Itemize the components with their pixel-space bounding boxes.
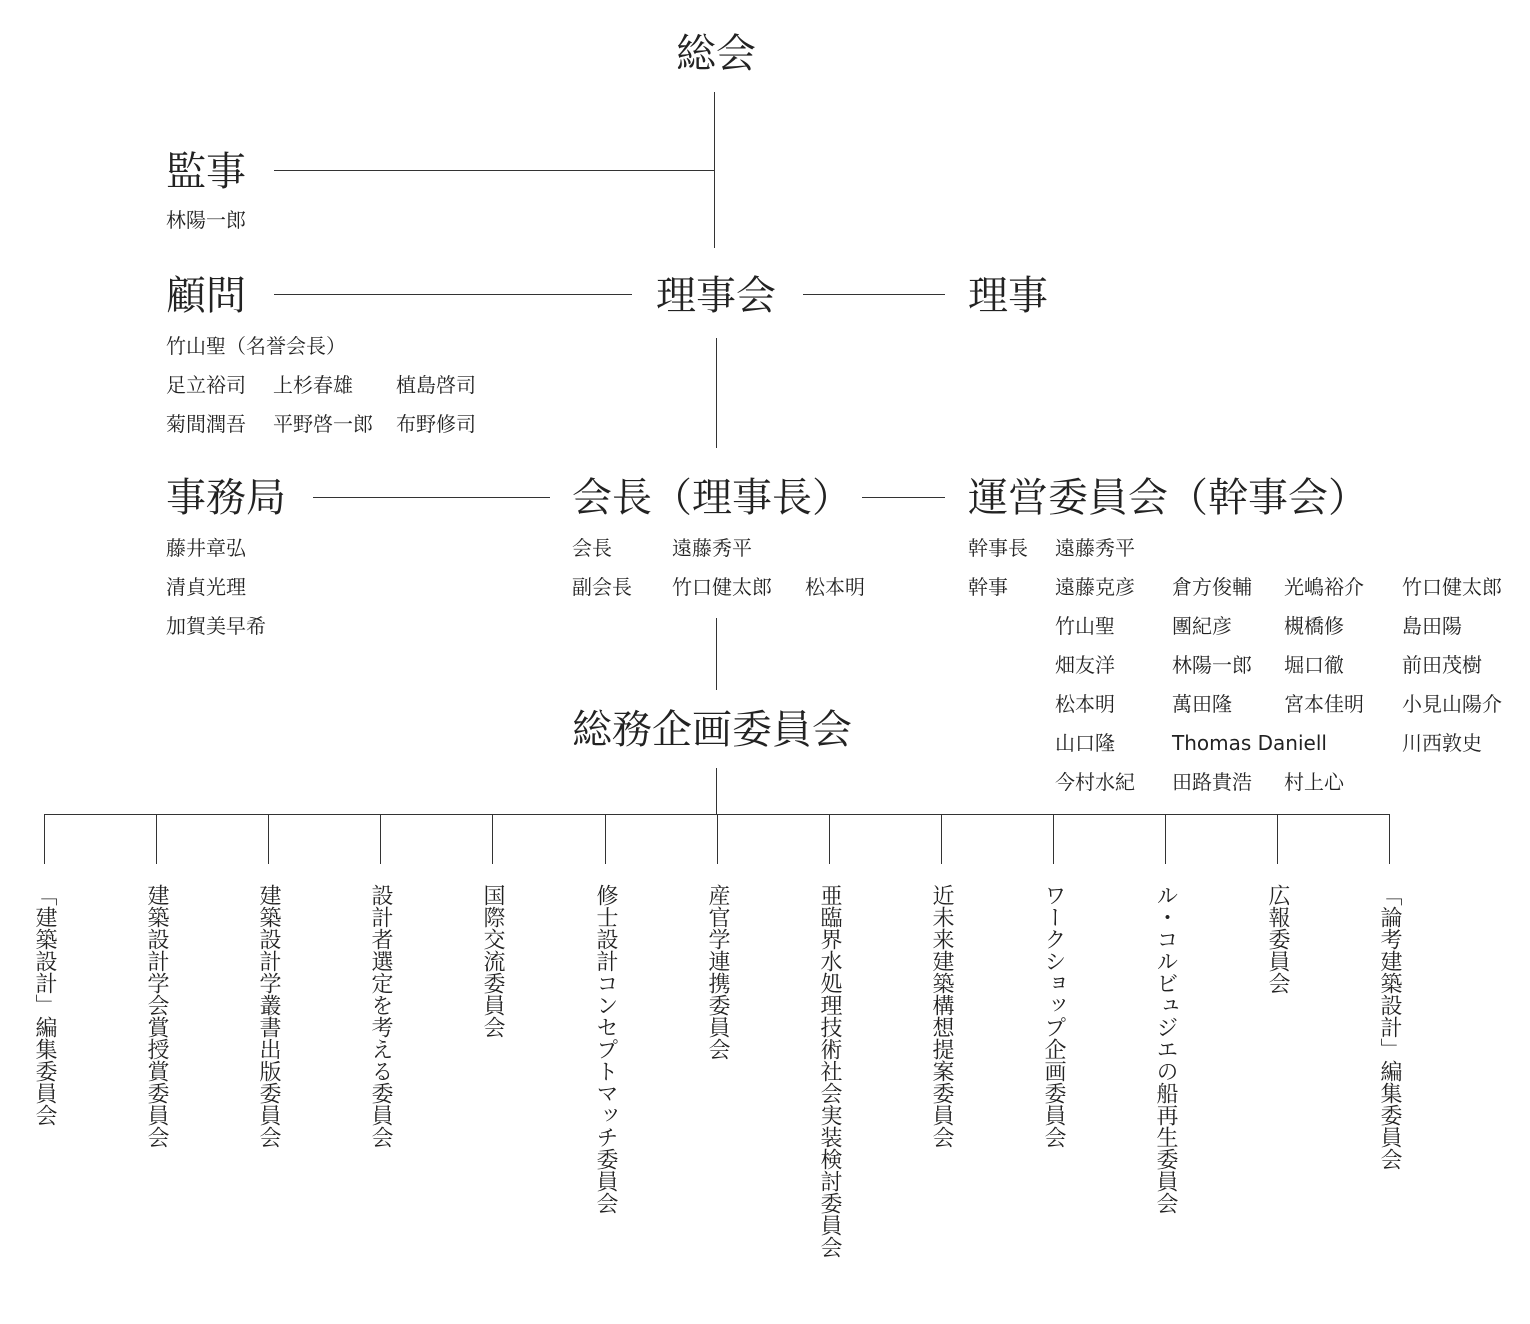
general-meeting-title: 総会: [676, 31, 756, 77]
advisor-title: 顧問: [166, 273, 246, 319]
committee-name: 修士設計コンセプトマッチ委員会: [593, 884, 618, 1214]
advisor-member: 足立裕司: [166, 373, 246, 397]
vice-president-role: 副会長: [572, 575, 632, 599]
steering-member: 林陽一郎: [1172, 653, 1252, 677]
steering-member: 小見山陽介: [1402, 692, 1502, 716]
committee-connector: [1389, 814, 1390, 864]
steering-member: 田路貴浩: [1172, 770, 1252, 794]
advisor-member: 菊間潤吾: [166, 412, 246, 436]
committee-name: ワークショップ企画委員会: [1041, 884, 1066, 1148]
committee-name: 設計者選定を考える委員会: [368, 884, 393, 1148]
advisor-member: 平野啓一郎: [273, 412, 373, 436]
advisor-honorary: 竹山聖（名誉会長）: [166, 334, 346, 358]
steering-member: 竹山聖: [1055, 614, 1115, 638]
committee-connector: [605, 814, 606, 864]
committee-connector: [829, 814, 830, 864]
committee-name: ル・コルビュジエの船再生委員会: [1153, 884, 1178, 1214]
line-president-to-planning: [716, 618, 717, 690]
auditor-member: 林陽一郎: [166, 208, 246, 232]
steering-member: 宮本佳明: [1284, 692, 1364, 716]
steering-member: 倉方俊輔: [1172, 575, 1252, 599]
advisor-member: 植島啓司: [396, 373, 476, 397]
secretariat-member: 加賀美早希: [166, 614, 266, 638]
steering-member: 今村水紀: [1055, 770, 1135, 794]
committee-connector: [941, 814, 942, 864]
advisor-member: 上杉春雄: [273, 373, 353, 397]
committee-name: 亜臨界水処理技術社会実装検討委員会: [817, 884, 842, 1258]
committee-connector: [1165, 814, 1166, 864]
committee-connector: [268, 814, 269, 864]
committee-connector: [44, 814, 45, 864]
committee-name: 建築設計学叢書出版委員会: [256, 884, 281, 1148]
steering-chief: 遠藤秀平: [1055, 536, 1135, 560]
committee-name: 「建築設計」編集委員会: [32, 884, 57, 1126]
president-title: 会長（理事長）: [572, 475, 852, 521]
advisor-member: 布野修司: [396, 412, 476, 436]
line-steering: [862, 497, 945, 498]
vice-president-name: 松本明: [805, 575, 865, 599]
steering-member: 光嶋裕介: [1284, 575, 1364, 599]
line-director: [803, 294, 945, 295]
director-title: 理事: [968, 273, 1048, 319]
steering-member: 山口隆: [1055, 731, 1115, 755]
committee-name: 国際交流委員会: [480, 884, 505, 1038]
steering-member: 島田陽: [1402, 614, 1462, 638]
president-role: 会長: [572, 536, 612, 560]
steering-member: Thomas Daniell: [1172, 731, 1327, 755]
board-title: 理事会: [656, 273, 776, 319]
steering-member: 松本明: [1055, 692, 1115, 716]
committee-name: 広報委員会: [1265, 884, 1290, 994]
steering-member: 前田茂樹: [1402, 653, 1482, 677]
steering-member: 川西敦史: [1402, 731, 1482, 755]
committee-name: 建築設計学会賞授賞委員会: [144, 884, 169, 1148]
president-name: 遠藤秀平: [672, 536, 752, 560]
secretariat-member: 清貞光理: [166, 575, 246, 599]
committee-connector: [492, 814, 493, 864]
steering-member: 萬田隆: [1172, 692, 1232, 716]
committee-name: 近未来建築構想提案委員会: [929, 884, 954, 1148]
line-auditor: [274, 170, 715, 171]
secretariat-member: 藤井章弘: [166, 536, 246, 560]
committee-connector: [156, 814, 157, 864]
steering-chief-role: 幹事長: [968, 536, 1028, 560]
planning-title: 総務企画委員会: [572, 707, 852, 753]
steering-title: 運営委員会（幹事会）: [968, 475, 1368, 521]
vice-president-name: 竹口健太郎: [672, 575, 772, 599]
committee-connector: [1053, 814, 1054, 864]
committee-name: 産官学連携委員会: [705, 884, 730, 1060]
secretariat-title: 事務局: [166, 475, 286, 521]
steering-member: 槻橋修: [1284, 614, 1344, 638]
steering-member: 堀口徹: [1284, 653, 1344, 677]
line-secretariat: [313, 497, 550, 498]
steering-member: 竹口健太郎: [1402, 575, 1502, 599]
committee-connector: [1277, 814, 1278, 864]
committee-connector: [717, 814, 718, 864]
line-board-to-president: [716, 338, 717, 448]
committee-name: 「論考建築設計」編集委員会: [1377, 884, 1402, 1170]
steering-member: 畑友洋: [1055, 653, 1115, 677]
steering-role: 幹事: [968, 575, 1008, 599]
steering-member: 村上心: [1284, 770, 1344, 794]
committee-connector: [380, 814, 381, 864]
line-advisor: [274, 294, 632, 295]
steering-member: 遠藤克彦: [1055, 575, 1135, 599]
line-planning-to-bus: [716, 768, 717, 815]
steering-member: 團紀彦: [1172, 614, 1232, 638]
auditor-title: 監事: [166, 149, 246, 195]
